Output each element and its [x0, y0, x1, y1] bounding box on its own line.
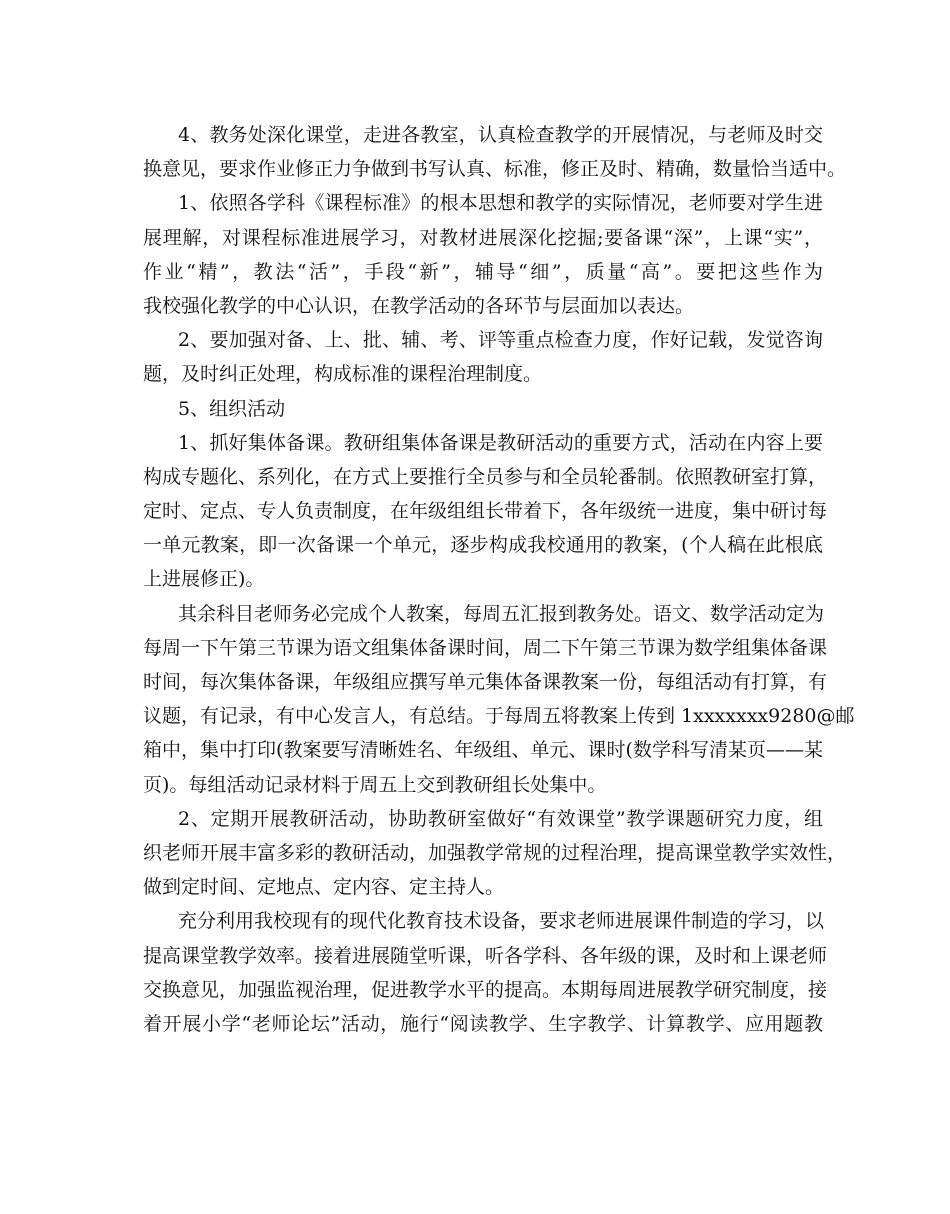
text-line: 5、组织活动 — [178, 397, 286, 420]
text-line: 4、教务处深化课堂，走进各教室，认真检查教学的开展情况，与老师及时交 — [178, 124, 823, 146]
text-line: 构成专题化、系列化，在方式上要推行全员参与和全员轮番制。依照教研室打算， — [143, 465, 828, 488]
text-line: 页)。每组活动记录材料于周五上交到教研组长处集中。 — [143, 773, 607, 796]
text-line: 着开展小学“老师论坛”活动，施行“阅读教学、生字教学、计算教学、应用题教 — [143, 1012, 823, 1035]
text-line: 其余科目老师务必完成个人教案，每周五汇报到教务处。语文、数学活动定为 — [178, 602, 825, 625]
text-line: 做到定时间、定地点、定内容、定主持人。 — [143, 876, 505, 899]
text-line: 织老师开展丰富多彩的教研活动，加强教学常规的过程治理，提高课堂教学实效性， — [143, 841, 847, 864]
text-line: 我校强化教学的中心认识，在教学活动的各环节与层面加以表达。 — [143, 294, 695, 317]
text-line: 上进展修正)。 — [143, 568, 265, 591]
text-line: 议题，有记录，有中心发言人，有总结。于每周五将教案上传到 1xxxxxxx9280@邮 — [143, 705, 855, 728]
text-line: 时间，每次集体备课，年级组应撰写单元集体备课教案一份，每组活动有打算，有 — [143, 671, 828, 693]
text-line: 1、抓好集体备课。教研组集体备课是教研活动的重要方式，活动在内容上要 — [178, 431, 823, 454]
text-line: 提高课堂教学效率。接着进展随堂听课，听各学科、各年级的课，及时和上课老师 — [143, 944, 828, 967]
text-line: 1、依照各学科《课程标准》的根本思想和教学的实际情况，老师要对学生进 — [178, 192, 823, 215]
text-line: 题，及时纠正处理，构成标准的课程治理制度。 — [143, 363, 543, 386]
text-line: 2、要加强对备、上、批、辅、考、评等重点检查力度，作好记载，发觉咨询 — [178, 329, 823, 352]
text-line: 换意见，要求作业修正力争做到书写认真、标准，修正及时、精确，数量恰当适中。 — [143, 158, 847, 181]
text-line: 交换意见，加强监视治理，促进教学水平的提高。本期每周进展教学研究制度，接 — [143, 978, 828, 1001]
document-body — [143, 118, 855, 1041]
text-line: 作业“精”，教法“活”，手段“新”，辅导“细”，质量“高”。要把这些作为 — [143, 260, 823, 283]
text-line: 每周一下午第三节课为语文组集体备课时间，周二下午第三节课为数学组集体备课 — [143, 636, 828, 659]
text-line: 一单元教案，即一次备课一个单元，逐步构成我校通用的教案，(个人稿在此根底 — [143, 534, 823, 557]
text-line: 充分利用我校现有的现代化教育技术设备，要求老师进展课件制造的学习，以 — [178, 910, 825, 933]
text-line: 定时、定点、专人负责制度，在年级组组长带着下，各年级统一进度，集中研讨每 — [143, 500, 828, 523]
text-line: 展理解，对课程标准进展学习，对教材进展深化挖掘;要备课“深”，上课“实”， — [143, 226, 823, 249]
text-line: 2、定期开展教研活动，协助教研室做好“有效课堂”教学课题研究力度，组 — [178, 807, 823, 830]
text-line: 箱中，集中打印(教案要写清晰姓名、年级组、单元、课时(数学科写清某页——某 — [143, 739, 823, 762]
